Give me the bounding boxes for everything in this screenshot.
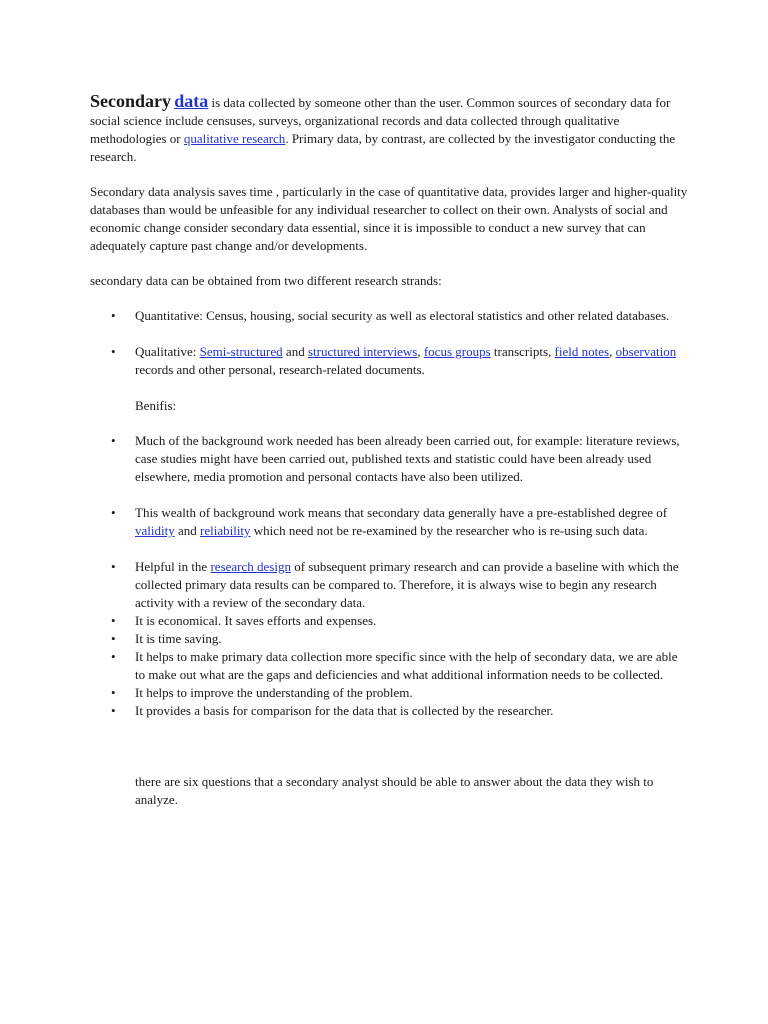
list-item: [90, 684, 690, 702]
qualitative-rest: records and other personal, research-related documents.: [135, 362, 425, 377]
transcripts-text: transcripts,: [493, 344, 552, 359]
closing-paragraph: there are six questions that a secondary analyst should be able to answer about the data they wish to analyze.: [135, 774, 654, 807]
list-item: [90, 558, 690, 612]
lead-title: Secondary: [90, 91, 171, 111]
validity-link[interactable]: validity: [135, 523, 175, 538]
analysis-paragraph: Secondary data analysis saves time , particularly in the case of quantitative data, provides larger and higher-quality databases than would be unfeasible for any individual researcher to collect on their own. Analysts of social and economic change consider secondary data essential, since it is impossible to conduct a new survey that can adequately capture past change and/or developments.: [90, 184, 688, 253]
and-text: and: [177, 523, 197, 538]
benefit-text: It is economical. It saves efforts and expenses.: [135, 613, 377, 628]
benefit-text: It helps to improve the understanding of the problem.: [135, 685, 413, 700]
list-item: [90, 343, 690, 379]
bullet-icon: •: [111, 308, 116, 323]
bullet-icon: •: [111, 703, 116, 718]
benefit-text: Much of the background work needed has been already been carried out, for example: literature reviews, case studies might have been carried out, published texts and statistic could have been already used elsewhere, media promotion and personal contacts have also been utilized.: [135, 433, 680, 484]
list-item: [90, 702, 690, 720]
focus-groups-link[interactable]: focus groups: [423, 344, 491, 359]
intro-text-1: is data collected by someone other than the user. Common sources of secondary data for social science include censuses, surveys, organizational records and data collected through qualitative methodologies or: [90, 95, 671, 146]
benefit-text: of subsequent primary research and can provide a baseline with which the collected primary data results can be compared to. Therefore, it is always wise to begin any research activity with a review of the secondary data.: [135, 559, 679, 610]
reliability-link[interactable]: reliability: [200, 523, 251, 538]
benefit-text: Helpful in the: [135, 559, 208, 574]
comma-text: ,: [609, 344, 613, 359]
quantitative-text: Quantitative: Census, housing, social security as well as electoral statistics and other related databases.: [135, 308, 670, 323]
and-text: and: [285, 344, 305, 359]
benefit-text: It is time saving.: [135, 631, 222, 646]
list-item: [90, 504, 690, 540]
bullet-icon: •: [111, 433, 116, 448]
observation-link[interactable]: observation: [615, 344, 677, 359]
intro-paragraph: [90, 92, 690, 166]
bullet-icon: •: [111, 505, 116, 520]
strands-list: [90, 307, 690, 379]
benefit-text: This wealth of background work means that secondary data generally have a pre-established degree of: [135, 505, 668, 520]
qualitative-prefix: Qualitative:: [135, 344, 197, 359]
data-link[interactable]: data: [174, 91, 209, 111]
benefit-text: which need not be re-examined by the researcher who is re-using such data.: [253, 523, 648, 538]
benefit-text: It provides a basis for comparison for the data that is collected by the researcher.: [135, 703, 554, 718]
intro-text-2: . Primary data, by contrast, are collected by the investigator conducting the research.: [90, 131, 676, 164]
list-item: [90, 307, 690, 325]
benefits-heading: Benifis:: [135, 398, 177, 413]
bullet-icon: •: [111, 631, 116, 646]
document-body: [90, 92, 690, 809]
list-item: [90, 648, 690, 684]
semi-structured-link[interactable]: Semi-structured: [199, 344, 283, 359]
bullet-icon: •: [111, 613, 116, 628]
list-item: [90, 432, 690, 486]
list-item: [90, 612, 690, 630]
field-notes-link[interactable]: field notes: [554, 344, 610, 359]
strands-intro: secondary data can be obtained from two different research strands:: [90, 273, 442, 288]
benefits-list: [90, 432, 690, 720]
list-item: [90, 630, 690, 648]
comma-text: ,: [417, 344, 421, 359]
bullet-icon: •: [111, 559, 116, 574]
benefit-text: It helps to make primary data collection more specific since with the help of secondary data, we are able to make out what are the gaps and deficiencies and what additional information needs to be collected.: [135, 649, 678, 682]
structured-interviews-link[interactable]: structured interviews: [307, 344, 418, 359]
bullet-icon: •: [111, 344, 116, 359]
qualitative-research-link[interactable]: qualitative research: [183, 131, 286, 146]
bullet-icon: •: [111, 685, 116, 700]
research-design-link[interactable]: research design: [210, 559, 291, 574]
bullet-icon: •: [111, 649, 116, 664]
